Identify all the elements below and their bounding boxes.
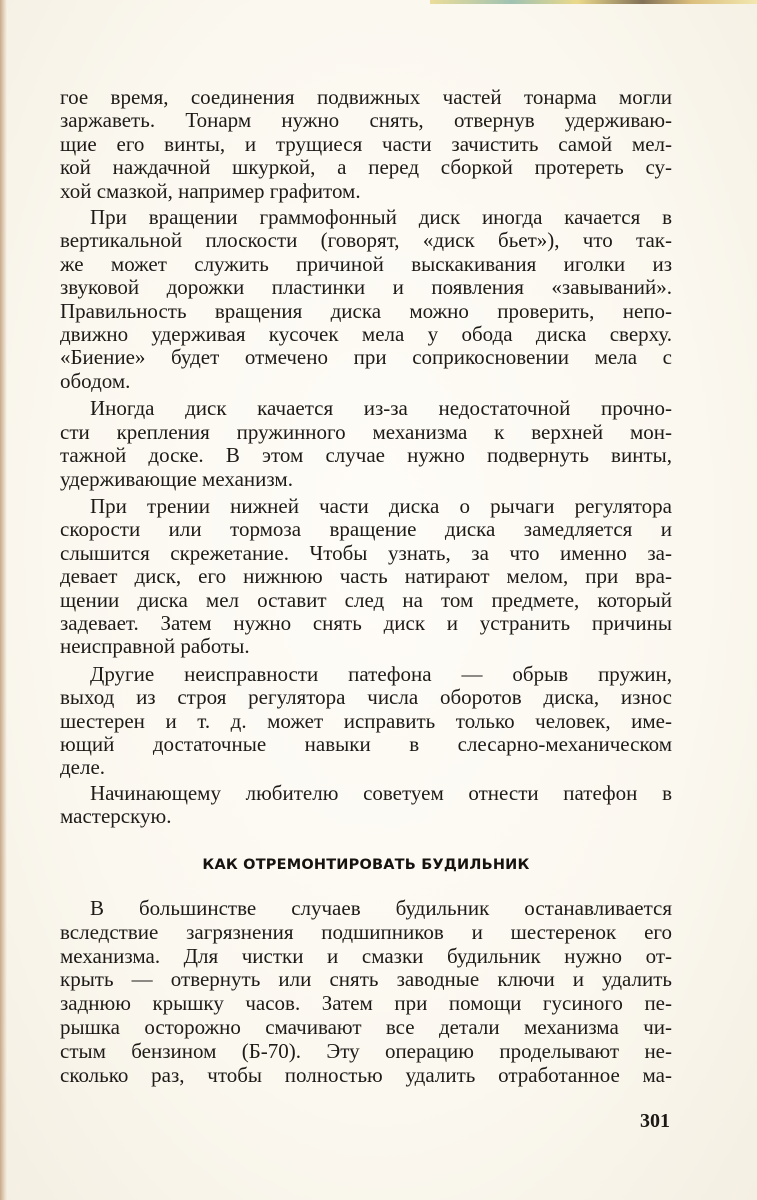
text-line: скорости или тормоза вращение диска замедляется и bbox=[60, 517, 672, 542]
text-line: же может служить причиной выскакивания иголки из bbox=[60, 251, 672, 276]
text-line: звуковой дорожки пластинки и появления «завываний». bbox=[60, 275, 672, 300]
paragraph-7 bbox=[60, 897, 672, 1087]
text-line: рышка осторожно смачивают все детали механизма чи- bbox=[60, 1014, 672, 1039]
text-line: «Биение» будет отмечено при соприкосновении мела с bbox=[60, 345, 672, 370]
text-line: крыть — отвернуть или снять заводные ключи и удалить bbox=[60, 967, 672, 992]
text-line: выход из строя регулятора числа оборотов диска, износ bbox=[60, 685, 672, 710]
text-line: хой смазкой, например графитом. bbox=[60, 178, 361, 203]
text-line: неисправной работы. bbox=[60, 634, 250, 659]
section-heading: КАК ОТРЕМОНТИРОВАТЬ БУДИЛЬНИК bbox=[202, 857, 530, 873]
text-line: сколько раз, чтобы полностью удалить отработанное ма- bbox=[60, 1062, 672, 1087]
text-line: стым бензином (Б-70). Эту операцию проделывают не- bbox=[60, 1038, 672, 1063]
text-line: ющий достаточные навыки в слесарно-механическом bbox=[60, 731, 672, 756]
text-line: При трении нижней части диска о рычаги регулятора bbox=[90, 493, 672, 518]
text-line: заднюю крышку часов. Затем при помощи гусиного пе- bbox=[60, 991, 672, 1016]
text-line: кой наждачной шкуркой, а перед сборкой протереть су- bbox=[60, 155, 672, 180]
section-alarm-clock-repair bbox=[60, 897, 672, 1087]
text-line: механизма. Для чистки и смазки будильник нужно от- bbox=[60, 943, 672, 968]
text-line: девает диск, его нижнюю часть натирают мелом, при вра- bbox=[60, 564, 672, 589]
text-line: Иногда диск качается из-за недостаточной прочно- bbox=[90, 396, 672, 421]
page-number: 301 bbox=[640, 1110, 670, 1132]
text-line: заржаветь. Тонарм нужно снять, отвернув удерживаю- bbox=[60, 108, 672, 133]
paragraph-4 bbox=[60, 495, 672, 659]
text-line: мастерскую. bbox=[60, 804, 172, 829]
text-line: щении диска мел оставит след на том предмете, который bbox=[60, 587, 672, 612]
text-line: тажной доске. В этом случае нужно подвернуть винты, bbox=[60, 443, 672, 468]
text-line: В большинстве случаев будильник останавливается bbox=[90, 896, 672, 920]
text-line: щие его винты, и трущиеся части зачистить самой мел- bbox=[60, 131, 672, 156]
text-line: вследствие загрязнения подшипников и шестеренок его bbox=[60, 919, 672, 944]
text-line: Другие неисправности патефона — обрыв пружин, bbox=[90, 661, 672, 686]
text-line: удерживающие механизм. bbox=[60, 466, 293, 491]
text-line: гое время, соединения подвижных частей тонарма могли bbox=[60, 85, 672, 109]
text-line: шестерен и т. д. может исправить только человек, име- bbox=[60, 708, 672, 733]
text-line: движно удерживая кусочек мела у обода диска сверху. bbox=[60, 322, 672, 347]
text-line: слышится скрежетание. Чтобы узнать, за что именно за- bbox=[60, 540, 672, 565]
next-page-color-edge bbox=[430, 0, 757, 4]
text-line: ободом. bbox=[60, 368, 131, 393]
section-phonograph-repair bbox=[60, 86, 672, 829]
paragraph-2 bbox=[60, 206, 672, 393]
page-binding-edge bbox=[0, 0, 7, 1200]
paragraph-3 bbox=[60, 397, 672, 491]
text-line: Начинающему любителю советуем отнести патефон в bbox=[90, 780, 672, 805]
text-line: вертикальной плоскости (говорят, «диск бьет»), что так- bbox=[60, 228, 672, 253]
text-line: задевает. Затем нужно снять диск и устранить причины bbox=[60, 610, 672, 635]
text-line: При вращении граммофонный диск иногда качается в bbox=[90, 205, 672, 230]
paragraph-5 bbox=[60, 663, 672, 780]
text-line: Правильность вращения диска можно проверить, непо- bbox=[60, 298, 672, 323]
paragraph-1 bbox=[60, 86, 672, 203]
paragraph-6 bbox=[60, 782, 672, 829]
text-line: деле. bbox=[60, 755, 106, 780]
text-line: сти крепления пружинного механизма к верхней мон- bbox=[60, 419, 672, 444]
